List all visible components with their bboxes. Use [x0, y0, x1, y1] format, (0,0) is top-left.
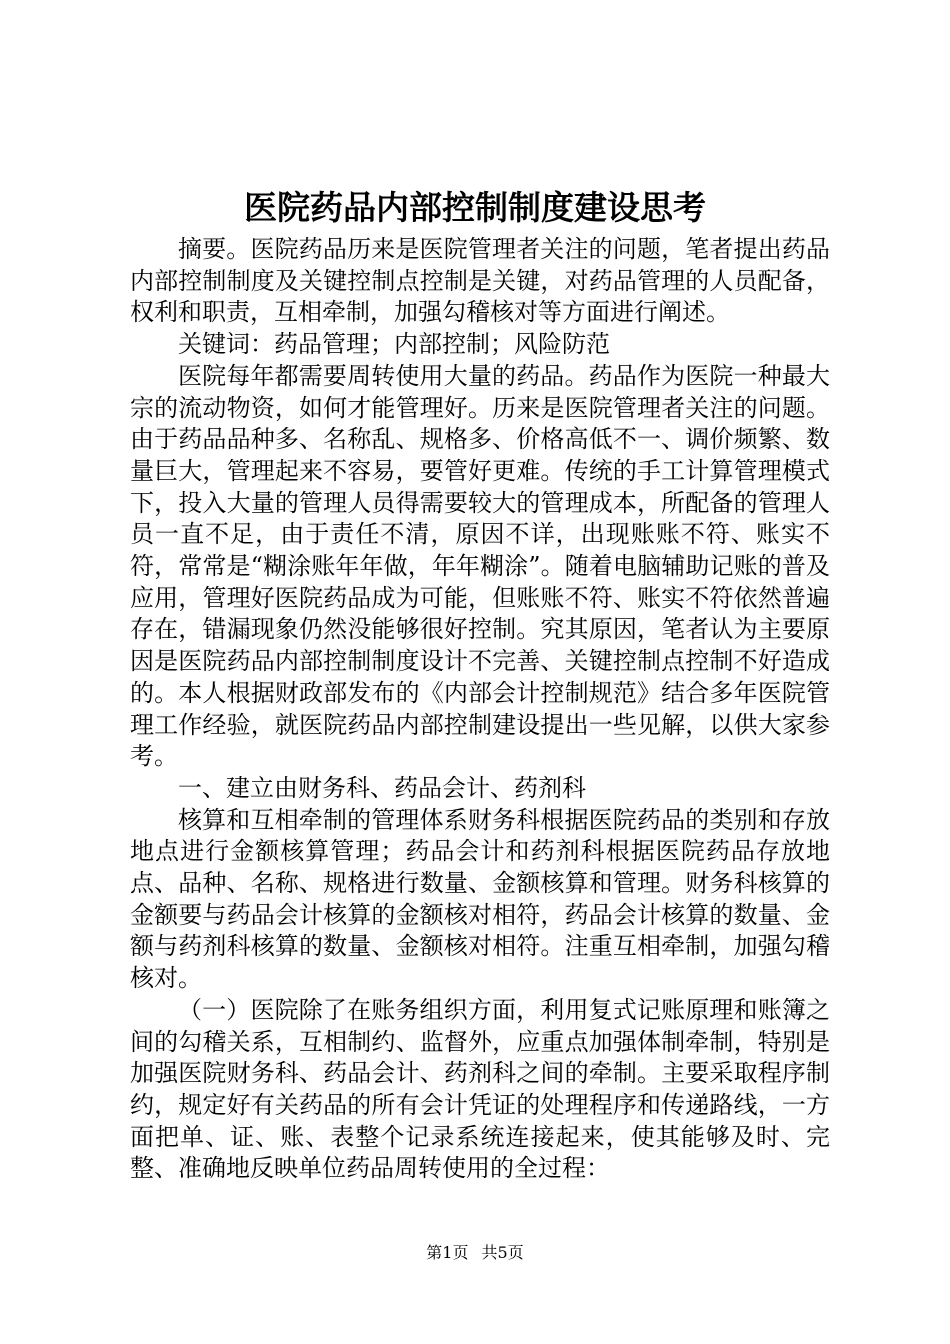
section-heading: 一、建立由财务科、药品会计、药剂科	[178, 773, 586, 802]
section-paragraph: 核算和互相牵制的管理体系财务科根据医院药品的类别和存放地点进行金额核算管理；药品会计和药剂科根据医院药品存放地点、品种、名称、规格进行数量、金额核算和管理。财务科核算的金额要与药品会计核算的金额核对相符，药品会计核算的数量、金额与药剂科核算的数量、金额核对相符。注重互相牵制，加强勾稽核对。	[130, 805, 830, 993]
document-body	[130, 234, 830, 1185]
page-number: 第1页	[426, 1243, 469, 1262]
subsection-paragraph: （一）医院除了在账务组织方面，利用复式记账原理和账簿之间的勾稽关系，互相制约、监督外，应重点加强体制牵制，特别是加强医院财务科、药品会计、药剂科之间的牵制。主要采取程序制约，规定好有关药品的所有会计凭证的处理程序和传递路线，一方面把单、证、账、表整个记录系统连接起来，使其能够及时、完整、准确地反映单位药品周转使用的全过程：	[130, 995, 830, 1183]
abstract-paragraph: 摘要。医院药品历来是医院管理者关注的问题，笔者提出药品内部控制制度及关键控制点控制是关键，对药品管理的人员配备，权利和职责，互相牵制，加强勾稽核对等方面进行阐述。	[130, 235, 830, 327]
keywords-paragraph: 关键词：药品管理；内部控制；风险防范	[178, 330, 610, 359]
document-title: 医院药品内部控制制度建设思考	[244, 188, 706, 227]
intro-paragraph: 医院每年都需要周转使用大量的药品。药品作为医院一种最大宗的流动物资，如何才能管理好。历来是医院管理者关注的问题。由于药品品种多、名称乱、规格多、价格高低不一、调价频繁、数量巨大，管理起来不容易，要管好更难。传统的手工计算管理模式下，投入大量的管理人员得需要较大的管理成本，所配备的管理人员一直不足，由于责任不清，原因不详，出现账账不符、账实不符，常常是“糊涂账年年做，年年糊涂”。随着电脑辅助记账的普及应用，管理好医院药品成为可能，但账账不符、账实不符依然普遍存在，错漏现象仍然没能够很好控制。究其原因，笔者认为主要原因是医院药品内部控制制度设计不完善、关键控制点控制不好造成的。本人根据财政部发布的《内部会计控制规范》结合多年医院管理工作经验，就医院药品内部控制建设提出一些见解，以供大家参考。	[130, 361, 830, 771]
page-total: 共5页	[481, 1243, 524, 1262]
page-footer	[0, 1243, 950, 1263]
